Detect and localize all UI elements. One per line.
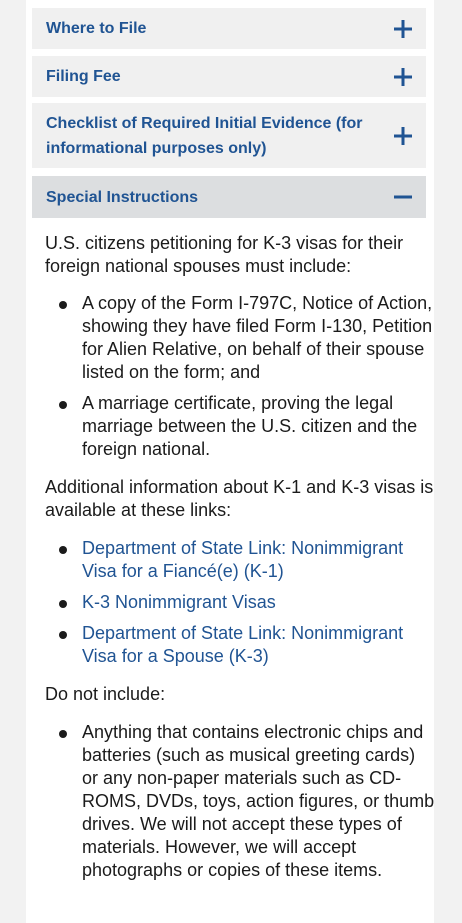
minus-icon[interactable] xyxy=(392,186,414,208)
link-k1-fiance-visa[interactable]: Department of State Link: Nonimmigrant Visa for a Fiancé(e) (K-1) xyxy=(82,538,404,581)
list-item xyxy=(45,591,435,614)
accordion-filing-fee[interactable] xyxy=(32,56,426,97)
accordion-title: Special Instructions xyxy=(46,188,199,206)
plus-icon[interactable] xyxy=(392,66,414,88)
accordion-title: Where to File xyxy=(46,20,147,37)
links-intro-paragraph: Additional information about K-1 and K-3 visas is available at these links: xyxy=(45,477,434,520)
accordion-title: Filing Fee xyxy=(46,68,121,85)
exclusions-intro-paragraph: Do not include: xyxy=(45,684,166,704)
requirements-list xyxy=(45,292,435,461)
plus-icon[interactable] xyxy=(392,18,414,40)
accordion-title: Checklist of Required Initial Evidence (for informational purposes only) xyxy=(46,114,363,157)
list-item xyxy=(45,537,435,583)
right-page-margin xyxy=(434,0,462,923)
link-k3-nonimmigrant-visas[interactable]: K-3 Nonimmigrant Visas xyxy=(82,592,276,612)
list-item: A marriage certificate, proving the legal marriage between the U.S. citizen and the foreign national. xyxy=(45,392,435,461)
link-k3-spouse-visa[interactable]: Department of State Link: Nonimmigrant Visa for a Spouse (K-3) xyxy=(82,623,404,666)
left-page-margin xyxy=(0,0,26,923)
list-item xyxy=(45,622,435,668)
list-item: Anything that contains electronic chips and batteries (such as musical greeting cards) or any non-paper materials such as CD-ROMS, DVDs, toys, action figures, or thumb drives. We will not accept these types of materials. However, we will accept photographs or copies of these items. xyxy=(45,721,435,882)
links-list xyxy=(45,537,435,668)
list-item: A copy of the Form I-797C, Notice of Action, showing they have filed Form I-130, Petition for Alien Relative, on behalf of their spouse listed on the form; and xyxy=(45,292,435,384)
intro-paragraph: U.S. citizens petitioning for K-3 visas for their foreign national spouses must include: xyxy=(45,233,404,276)
exclusions-list xyxy=(45,721,435,882)
plus-icon[interactable] xyxy=(392,125,414,147)
accordion-special-instructions[interactable] xyxy=(32,176,426,218)
special-instructions-content xyxy=(45,232,435,882)
accordion-where-to-file[interactable] xyxy=(32,8,426,49)
accordion-checklist[interactable] xyxy=(32,103,426,168)
